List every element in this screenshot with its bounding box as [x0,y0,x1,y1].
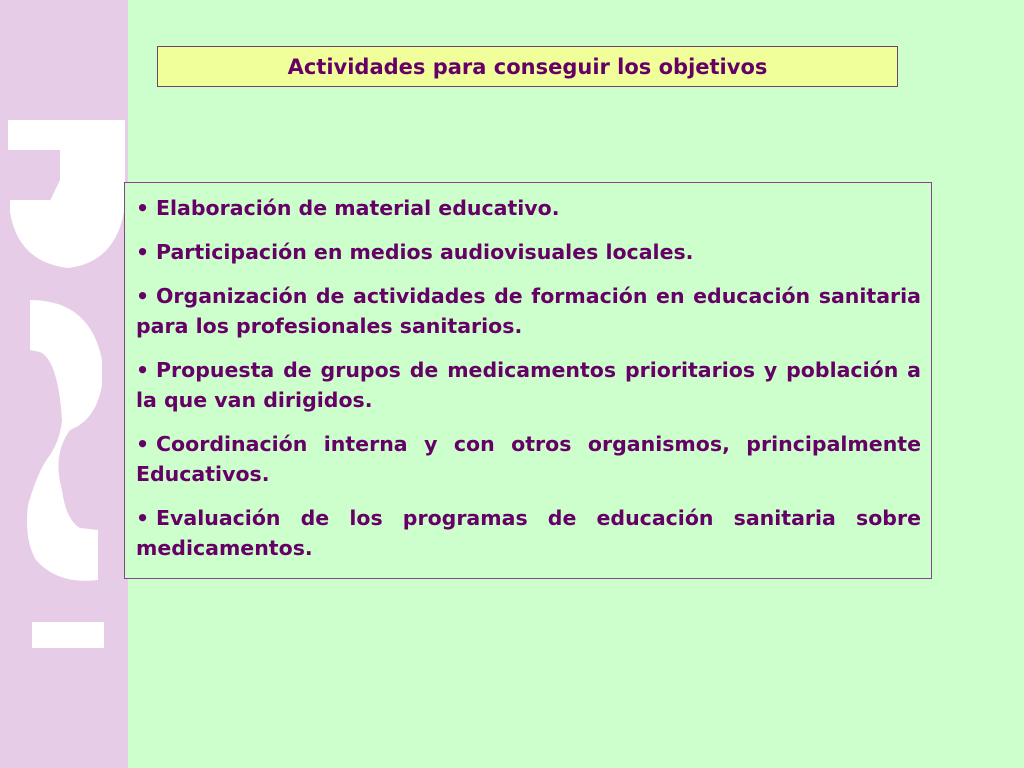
slide-title: Actividades para conseguir los objetivos [287,54,768,79]
list-item: • Propuesta de grupos de medicamentos prioritarios y población a la que van dirigidos. [136,355,921,415]
bullet-icon: • [136,358,150,382]
bullet-icon: • [136,506,150,530]
bullet-icon: • [136,196,150,220]
sidebar [0,0,128,768]
bullet-icon: • [136,432,150,456]
list-item: • Evaluación de los programas de educación sanitaria sobre medicamentos. [136,503,921,563]
logo-letter-p [8,120,125,268]
activities-list [136,193,921,563]
bullet-icon: • [136,240,150,264]
logo-letter-s [27,300,102,581]
list-item: • Participación en medios audiovisuales locales. [136,237,921,267]
list-item: • Organización de actividades de formación en educación sanitaria para los profesionales sanitarios. [136,281,921,341]
bullet-icon: • [136,284,150,308]
slide-title-box [157,46,898,87]
isp-logo [0,0,128,768]
list-item: • Coordinación interna y con otros organismos, principalmente Educativos. [136,429,921,489]
list-item: • Elaboración de material educativo. [136,193,921,223]
logo-letter-i [32,622,104,648]
activities-box [124,182,932,579]
